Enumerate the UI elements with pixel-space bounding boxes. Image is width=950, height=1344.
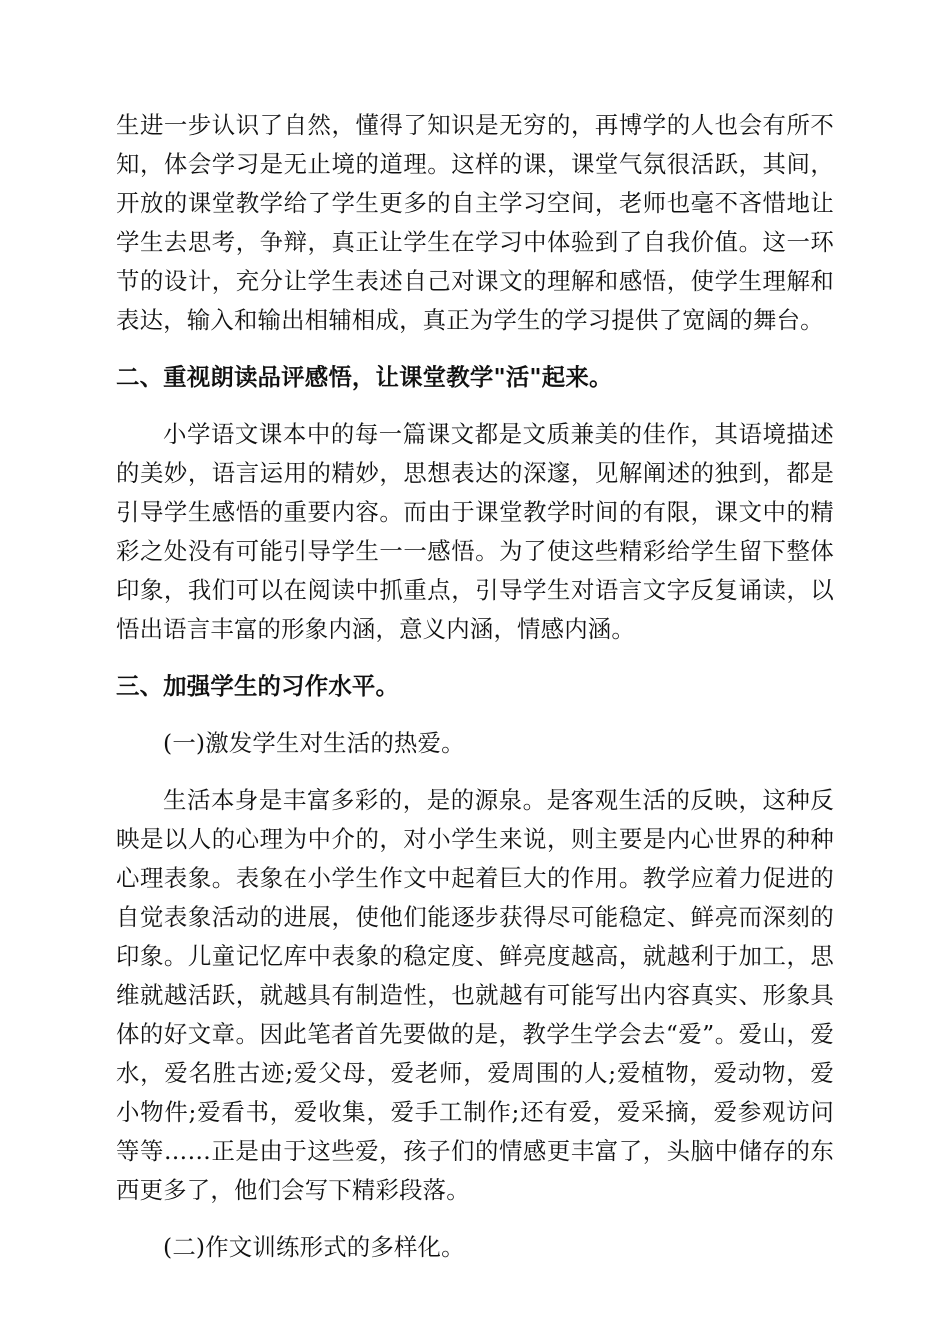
paragraph-2: 小学语文课本中的每一篇课文都是文质兼美的佳作，其语境描述的美妙，语言运用的精妙，思想表达的深邃，见解阐述的独到，都是引导学生感悟的重要内容。而由于课堂教学时间的有限，课文中的精彩之处没有可能引导学生一一感悟。为了使这些精彩给学生留下整体印象，我们可以在阅读中抓重点，引导学生对语言文字反复诵读，以悟出语言丰富的形象内涵，意义内涵，情感内涵。	[116, 420, 834, 643]
section-heading-3: 三、加强学生的习作水平。	[116, 672, 400, 700]
spacer	[116, 340, 834, 358]
spacer	[116, 397, 834, 415]
spacer	[116, 706, 834, 724]
paragraph-3: 生活本身是丰富多彩的，是的源泉。是客观生活的反映，这种反映是以人的心理为中介的，对小学生来说，则主要是内心世界的种种心理表象。表象在小学生作文中起着巨大的作用。教学应着力促进的自觉表象活动的进展，使他们能逐步获得尽可能稳定、鲜亮而深刻的印象。儿童记忆库中表象的稳定度、鲜亮度越高，就越利于加工，思维就越活跃，就越具有制造性，也就越有可能写出内容真实、形象具体的好文章。因此笔者首先要做的是，教学生学会去“爱”。爱山，爱水，爱名胜古迹;爱父母，爱老师，爱周围的人;爱植物，爱动物，爱小物件;爱看书，爱收集，爱手工制作;还有爱，爱采摘，爱参观访问等等……正是由于这些爱，孩子们的情感更丰富了，头脑中储存的东西更多了，他们会写下精彩段落。	[116, 786, 834, 1204]
spacer	[116, 763, 834, 781]
paragraph-1: 生进一步认识了自然，懂得了知识是无穷的，再博学的人也会有所不知，体会学习是无止境的道理。这样的课，课堂气氛很活跃，其间，开放的课堂教学给了学生更多的自主学习空间，老师也毫不吝惜地让学生去思考，争辩，真正让学生在学习中体验到了自我价值。这一环节的设计，充分让学生表述自己对课文的理解和感悟，使学生理解和表达，输入和输出相辅相成，真正为学生的学习提供了宽阔的舞台。	[116, 111, 834, 334]
section-heading-2: 二、重视朗读品评感悟，让课堂教学"活"起来。	[116, 363, 613, 391]
spacer	[116, 649, 834, 667]
spacer	[116, 1210, 834, 1228]
document-page	[116, 106, 834, 1267]
subheading-2: (二)作文训练形式的多样化。	[163, 1233, 465, 1261]
subheading-1: (一)激发学生对生活的热爱。	[163, 729, 465, 757]
